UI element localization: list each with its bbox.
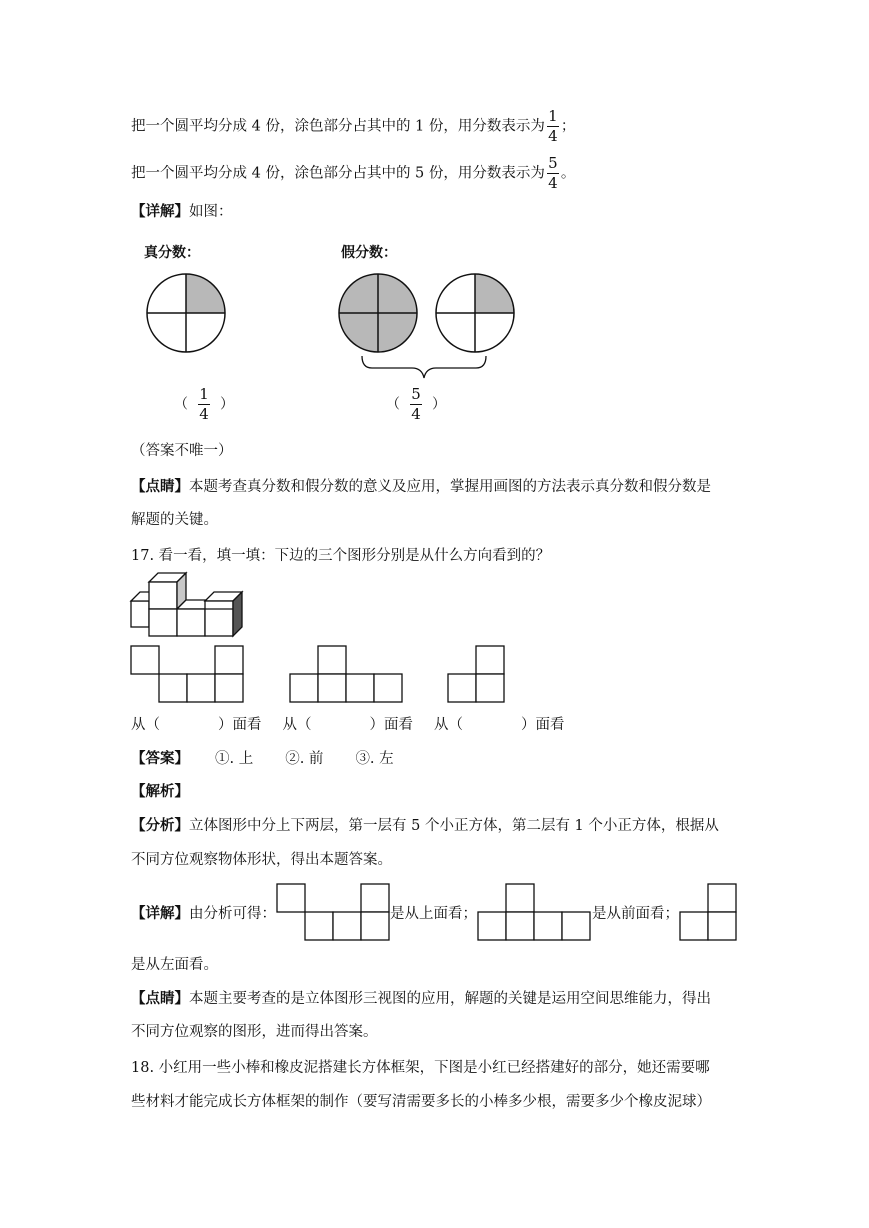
denominator: 4: [411, 405, 421, 423]
answer-2: ②. 前: [285, 751, 324, 767]
analysis-text: 立体图形中分上下两层，第一层有 5 个小正方体，第二层有 1 个小正方体，根据从: [189, 818, 719, 834]
numerator: 1: [199, 385, 209, 403]
detail2-text: 由分析可得：: [189, 906, 276, 922]
answer-tag: 【答案】: [131, 750, 189, 767]
top-view-text: 是从上面看；: [390, 906, 477, 922]
denominator: 4: [199, 405, 209, 423]
detail2-tag: 【详解】: [131, 905, 189, 922]
analysis-tag: 【分析】: [131, 817, 189, 834]
detail-tag: 【详解】: [131, 203, 189, 220]
paren-close: ）: [220, 396, 234, 413]
face-label-3: ）面看: [521, 717, 565, 733]
analysis-line-2: 不同方位观察物体形状，得出本题答案。: [131, 852, 392, 868]
question-17: 17. 看一看，填一填：下边的三个图形分别是从什么方向看到的？: [131, 548, 551, 564]
question-18-line-1: 18. 小红用一些小棒和橡皮泥搭建长方体框架，下图是小红已经搭建好的部分，她还需要哪: [131, 1060, 710, 1076]
comment2-tag: 【点睛】: [131, 990, 189, 1007]
answer-not-unique: （答案不唯一）: [131, 443, 233, 459]
proper-fraction-label: 真分数：: [144, 245, 200, 261]
comment2-line-1: [131, 989, 711, 1009]
denominator: 4: [548, 174, 558, 192]
left-view-text: 是从左面看。: [131, 957, 218, 973]
numerator: 1: [548, 107, 558, 125]
jiexi-tag: 【解析】: [131, 783, 189, 800]
text: 。: [560, 165, 576, 182]
comment-line-2: 解题的关键。: [131, 512, 218, 528]
paren-open: （: [386, 396, 400, 413]
comment-text: 本题考查真分数和假分数的意义及应用，掌握用画图的方法表示真分数和假分数是: [189, 479, 711, 495]
question-18-line-2: 些材料才能完成长方体框架的制作（要写清需要多长的小棒多少根，需要多少个橡皮泥球）: [131, 1094, 711, 1110]
comment2-text: 本题主要考查的是立体图形三视图的应用，解题的关键是运用空间思维能力，得出: [189, 991, 711, 1007]
text: 把一个圆平均分成 4 份，涂色部分占其中的 5 份，用分数表示为: [131, 165, 545, 182]
face-label-2: ）面看: [369, 717, 413, 733]
detail-text: 如图：: [189, 204, 233, 220]
text: 把一个圆平均分成 4 份，涂色部分占其中的 1 份，用分数表示为: [131, 118, 545, 135]
inline-front-view: [478, 884, 590, 940]
inline-left-view: [680, 884, 736, 940]
answer-3: ③. 左: [355, 751, 394, 767]
from-label-2: 从（: [282, 717, 312, 733]
text: ；: [560, 118, 576, 135]
answer-1: ①. 上: [215, 751, 254, 767]
front-view-text: 是从前面看；: [592, 906, 679, 922]
numerator: 5: [411, 385, 421, 403]
from-label-3: 从（: [434, 717, 463, 733]
paren-close: ）: [432, 396, 446, 413]
face-label-1: ）面看: [218, 717, 262, 733]
comment-tag: 【点睛】: [131, 478, 189, 495]
improper-fraction-label: 假分数：: [341, 245, 397, 261]
denominator: 4: [548, 127, 558, 145]
numerator: 5: [548, 154, 558, 172]
inline-top-view: [277, 884, 389, 940]
paren-open: （: [174, 396, 188, 413]
comment2-line-2: 不同方位观察的图形，进而得出答案。: [131, 1024, 378, 1040]
from-label-1: 从（: [131, 717, 160, 733]
